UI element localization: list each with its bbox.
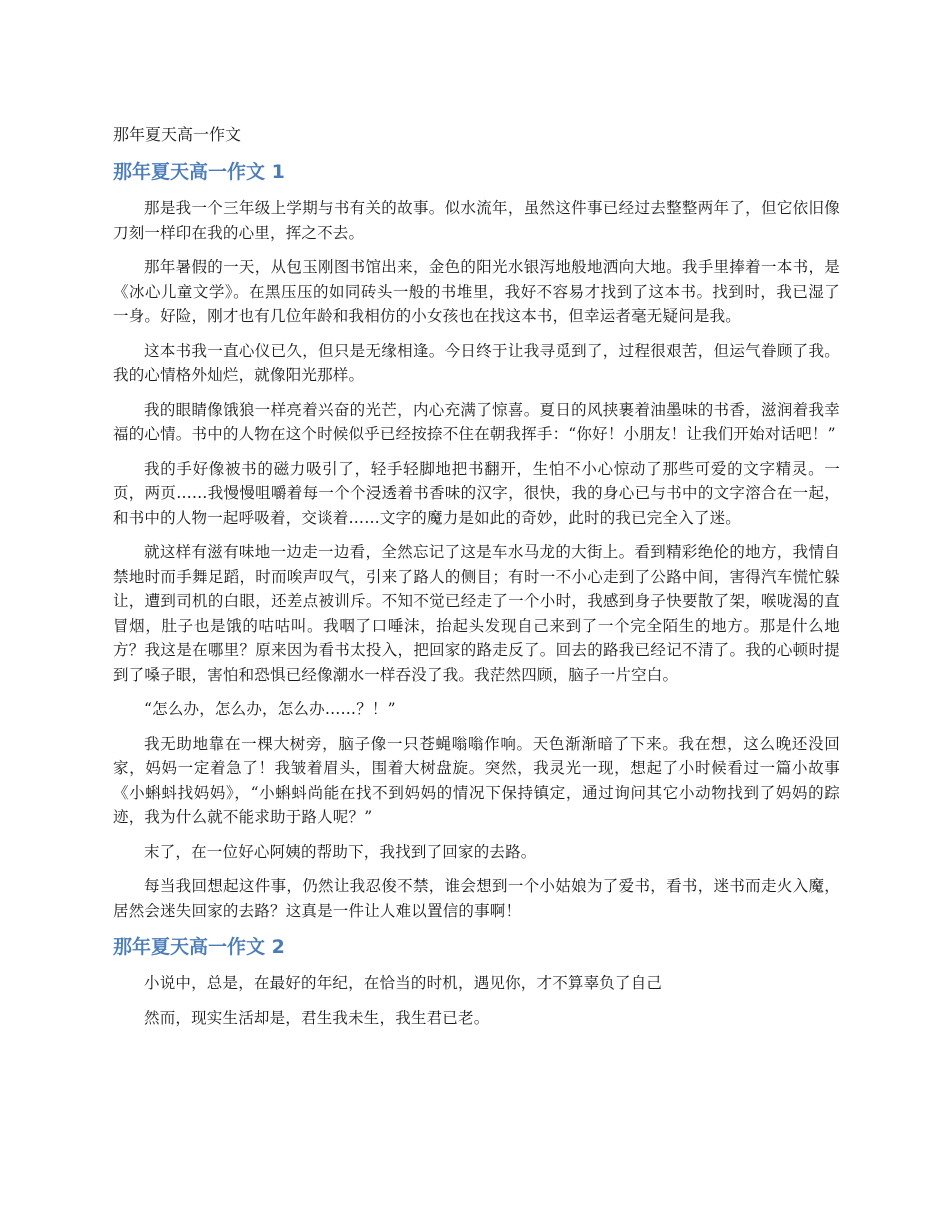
paragraph: 就这样有滋有味地一边走一边看，全然忘记了这是车水马龙的大街上。看到精彩绝伦的地方，我情自禁地时而手舞足蹈，时而唉声叹气，引来了路人的侧目；有时一不小心走到了公路中间，害得汽车慌忙躲让，遭到司机的白眼，还差点被训斥。不知不觉已经走了一个小时，我感到身子快要散了架，喉咙渴的直冒烟，肚子也是饿的咕咕叫。我咽了口唾沫，抬起头发现自己来到了一个完全陌生的地方。那是什么地方？我这是在哪里？原来因为看书太投入，把回家的路走反了。回去的路我已经记不清了。我的心顿时提到了嗓子眼，害怕和恐惧已经像潮水一样吞没了我。我茫然四顾，脑子一片空白。 bbox=[113, 543, 840, 684]
paragraph: 这本书我一直心仪已久，但只是无缘相逢。今日终于让我寻觅到了，过程很艰苦，但运气眷顾了我。我的心情格外灿烂，就像阳光那样。 bbox=[113, 341, 840, 384]
paragraph: 那是我一个三年级上学期与书有关的故事。似水流年，虽然这件事已经过去整整两年了，但它依旧像刀刻一样印在我的心里，挥之不去。 bbox=[113, 199, 840, 242]
paragraph: 然而，现实生活却是，君生我未生，我生君已老。 bbox=[144, 1008, 490, 1027]
paragraph: 那年暑假的一天，从包玉刚图书馆出来，金色的阳光水银泻地般地洒向大地。我手里捧着一本书，是《冰心儿童文学》。在黑压压的如同砖头一般的书堆里，我好不容易才找到了这本书。找到时，我已湿了一身。好险，刚才也有几位年龄和我相仿的小女孩也在找这本书，但幸运者毫无疑问是我。 bbox=[113, 258, 840, 325]
paragraph: 我的眼睛像饿狼一样亮着兴奋的光芒，内心充满了惊喜。夏日的风挟裹着油墨味的书香，滋润着我幸福的心情。书中的人物在这个时候似乎已经按捺不住在朝我挥手：“你好！小朋友！让我们开始对话吧！” bbox=[113, 400, 840, 443]
paragraph: 每当我回想起这件事，仍然让我忍俊不禁，谁会想到一个小姑娘为了爱书，看书，迷书而走火入魔，居然会迷失回家的去路？这真是一件让人难以置信的事啊！ bbox=[113, 877, 840, 920]
paragraph: 我的手好像被书的磁力吸引了，轻手轻脚地把书翻开，生怕不小心惊动了那些可爱的文字精灵。一页，两页……我慢慢咀嚼着每一个个浸透着书香味的汉字，很快，我的身心已与书中的文字溶合在一起，和书中的人物一起呼吸着，交谈着……文字的魔力是如此的奇妙，此时的我已完全入了迷。 bbox=[113, 459, 840, 527]
section-heading: 那年夏天高一作文 2 bbox=[113, 936, 285, 958]
essay-section-1 bbox=[113, 158, 840, 923]
paragraph: “怎么办，怎么办，怎么办……？！” bbox=[144, 700, 396, 718]
section-heading: 那年夏天高一作文 1 bbox=[113, 161, 285, 183]
document-title: 那年夏天高一作文 bbox=[113, 125, 242, 144]
paragraph: 小说中，总是，在最好的年纪，在恰当的时机，遇见你，才不算辜负了自己 bbox=[144, 974, 663, 992]
paragraph: 末了，在一位好心阿姨的帮助下，我找到了回家的去路。 bbox=[144, 842, 537, 861]
essay-section-2 bbox=[113, 933, 840, 1030]
document-page bbox=[113, 122, 840, 1040]
paragraph: 我无助地靠在一棵大树旁，脑子像一只苍蝇嗡嗡作响。天色渐渐暗了下来。我在想，这么晚还没回家，妈妈一定着急了！我皱着眉头，围着大树盘旋。突然，我灵光一现，想起了小时候看过一篇小故事《小蝌蚪找妈妈》，“小蝌蚪尚能在找不到妈妈的情况下保持镇定，通过询问其它小动物找到了妈妈的踪迹，我为什么就不能求助于路人呢？” bbox=[113, 734, 840, 826]
